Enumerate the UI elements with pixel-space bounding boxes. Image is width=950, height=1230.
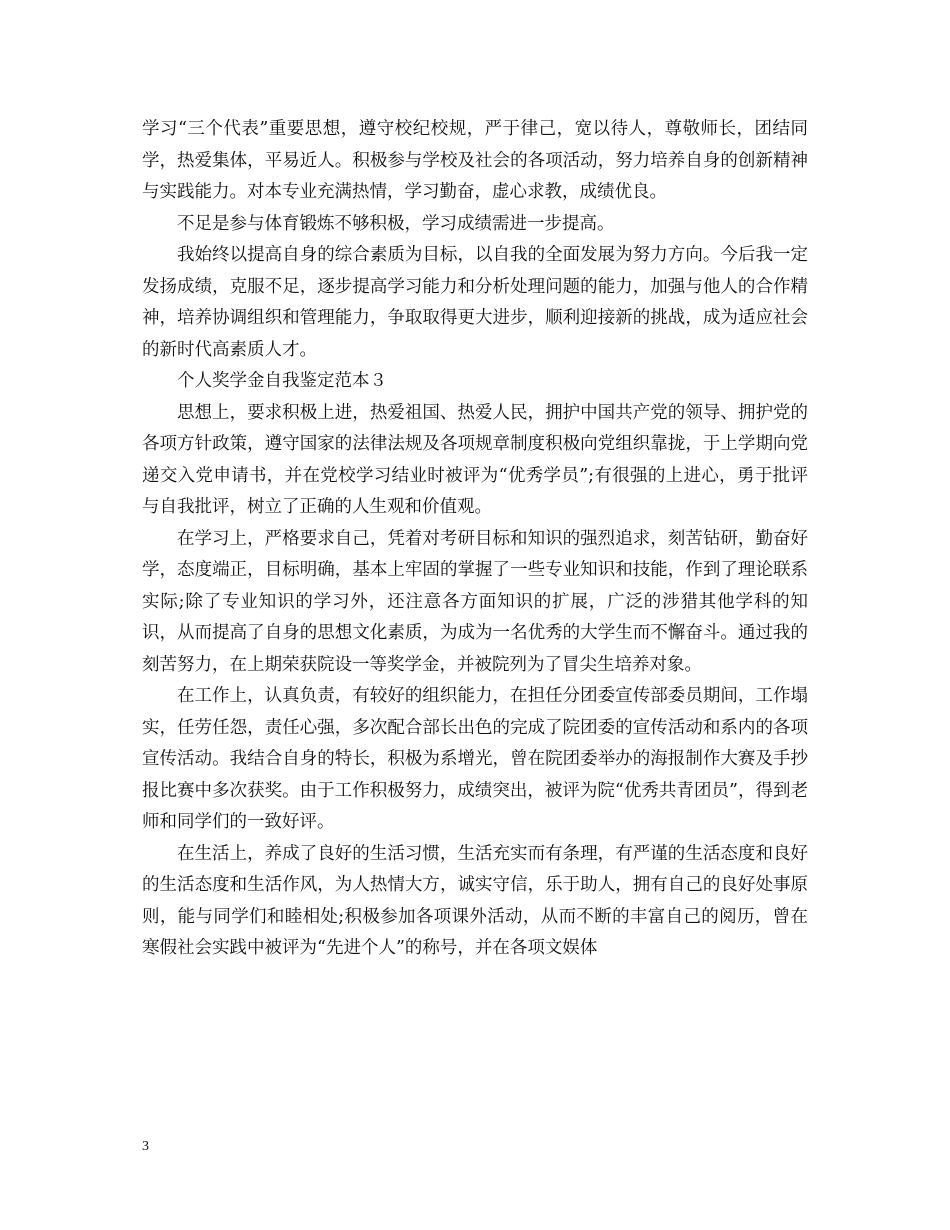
paragraph-life: 在生活上，养成了良好的生活习惯，生活充实而有条理，有严谨的生活态度和良好的生活态度和生活作风，为人热情大方，诚实守信，乐于助人，拥有自己的良好处事原则，能与同学们和睦相处;积极参加各项课外活动，从而不断的丰富自己的阅历，曾在寒假社会实践中被评为“先进个人”的称号，并在各项文娱体	[142, 843, 808, 958]
paragraph-ideology: 思想上，要求积极上进，热爱祖国、热爱人民，拥护中国共产党的领导、拥护党的各项方针政策，遵守国家的法律法规及各项规章制度积极向党组织靠拢，于上学期向党递交入党申请书，并在党校学习结业时被评为“优秀学员”;有很强的上进心，勇于批评与自我批评，树立了正确的人生观和价值观。	[142, 402, 808, 517]
paragraph-work: 在工作上，认真负责，有较好的组织能力，在担任分团委宣传部委员期间，工作塌实，任劳任怨，责任心强，多次配合部长出色的完成了院团委的宣传活动和系内的各项宣传活动。我结合自身的特长，积极为系增光，曾在院团委举办的海报制作大赛及手抄报比赛中多次获奖。由于工作积极努力，成绩突出，被评为院“优秀共青团员”，得到老师和同学们的一致好评。	[142, 686, 808, 832]
document-body	[142, 114, 808, 965]
paragraph-continuation: 学习“三个代表”重要思想，遵守校纪校规，严于律己，宽以待人，尊敬师长，团结同学，热爱集体，平易近人。积极参与学校及社会的各项活动，努力培养自身的创新精神与实践能力。对本专业充满热情，学习勤奋，虚心求教，成绩优良。	[142, 119, 808, 202]
page-number: 3	[142, 1139, 149, 1154]
paragraph-shortcomings: 不足是参与体育锻炼不够积极，学习成绩需进一步提高。	[177, 213, 615, 234]
section-heading: 个人奖学金自我鉴定范本３	[177, 371, 387, 391]
paragraph-goals: 我始终以提高自身的综合素质为目标，以自我的全面发展为努力方向。今后我一定发扬成绩，克服不足，逐步提高学习能力和分析处理问题的能力，加强与他人的合作精神，培养协调组织和管理能力，争取取得更大进步，顺利迎接新的挑战，成为适应社会的新时代高素质人才。	[142, 245, 808, 360]
paragraph-study: 在学习上，严格要求自己，凭着对考研目标和知识的强烈追求，刻苦钻研，勤奋好学，态度端正，目标明确，基本上牢固的掌握了一些专业知识和技能，作到了理论联系实际;除了专业知识的学习外，还注意各方面知识的扩展，广泛的涉猎其他学科的知识，从而提高了自身的思想文化素质，为成为一名优秀的大学生而不懈奋斗。通过我的刻苦努力，在上期荣获院设一等奖学金，并被院列为了冒尖生培养对象。	[142, 528, 808, 675]
